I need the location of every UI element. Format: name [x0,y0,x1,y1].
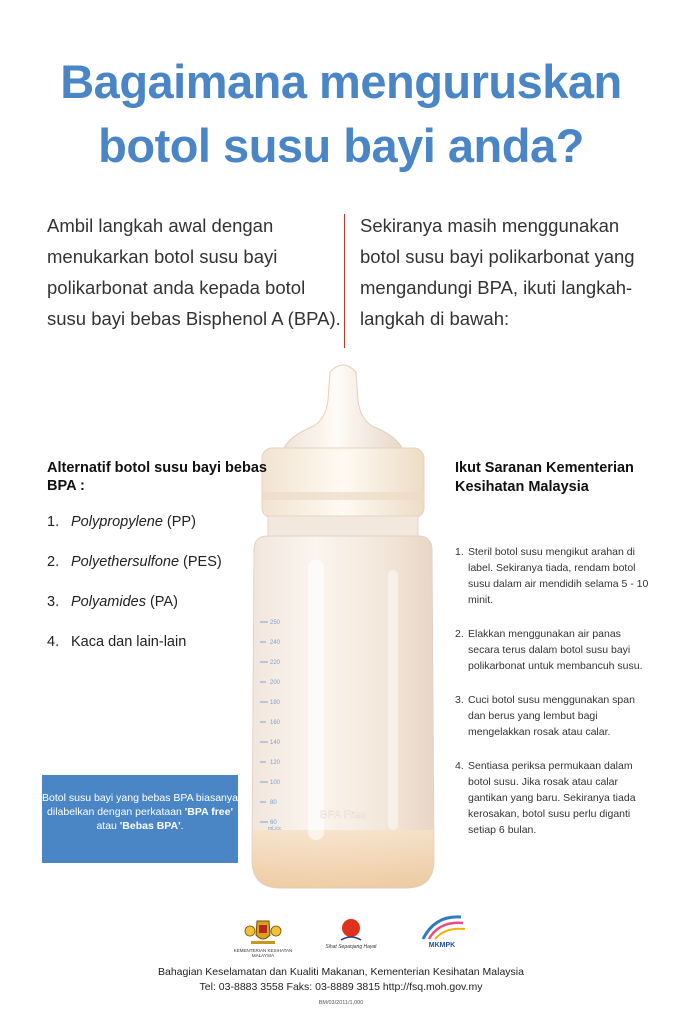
scale-label: 220 [270,660,281,666]
collar-ring [262,448,424,518]
footer-code: BM/03/2011/1,000 [318,1000,364,1006]
bpa-free-note-box: Botol susu bayi yang bebas BPA biasanya dilabelkan dengan perkataan 'BPA free' atau 'Bebas BPA'. [42,775,238,863]
swoosh-icon [417,913,467,941]
scale-label: 80 [270,800,277,806]
logo-strip [0,913,682,963]
sun-icon [336,917,366,943]
mkmpk-logo: MKMPK [412,913,472,949]
campaign-logo: Sihat Sepanjang Hayat [318,917,384,950]
ministry-logo: KEMENTERIAN KESIHATAN MALAYSIA [228,917,298,958]
scale-label: 200 [270,680,281,686]
advice-heading: Ikut Saranan Kementerian Kesihatan Malaysia [455,460,634,495]
page-title [0,50,682,178]
scale-label: 60 [270,820,277,826]
coat-of-arms-icon [243,917,283,947]
scale-label: 100 [270,780,281,786]
milk-fill [252,830,434,888]
footer-contact: Tel: 03-8883 3558 Faks: 03-8889 3815 http://fsq.moh.gov.my [199,981,483,993]
alternatives-heading: Alternatif botol susu bayi bebas BPA : [47,460,267,494]
list-item: 3. Cuci botol susu menggunakan span dan berus yang lembut bagi mengelakkan rosak atau calar. [455,694,635,738]
teat-shape [282,365,404,452]
scale-label: 180 [270,700,281,706]
title-line-1: Bagaimana menguruskan [60,55,622,108]
advice-steps [455,544,655,838]
list-item: 1. Polypropylene (PP) [47,514,196,530]
scale-label: 120 [270,760,281,766]
footer-department: Bahagian Keselamatan dan Kualiti Makanan, Kementerian Kesihatan Malaysia [158,966,524,978]
baby-bottle-illustration [238,360,448,900]
intro-right-text: Sekiranya masih menggunakan botol susu bayi polikarbonat yang mengandungi BPA, ikuti langkah-langkah di bawah: [360,215,635,329]
title-line-2: botol susu bayi anda? [98,119,584,172]
list-item: 1. Steril botol susu mengikut arahan di label. Sekiranya tiada, rendam botol susu dalam air mendidih selama 5 - 10 minit. [455,546,649,606]
list-item: 4. Sentiasa periksa permukaan dalam botol susu. Jika rosak atau calar gantikan yang baru. Sekiranya tiada kerosakan, botol susu perlu diganti setiap 6 bulan. [455,760,636,836]
scale-unit: mL/cc [268,826,282,832]
scale-label: 240 [270,640,281,646]
list-item: 3. Polyamides (PA) [47,594,178,610]
alternatives-list [47,514,222,674]
list-item: 2. Elakkan menggunakan air panas secara terus dalam botol susu bayi polikarbonat untuk membancuh susu. [455,628,643,672]
intro-left-text: Ambil langkah awal dengan menukarkan botol susu bayi polikarbonat anda kepada botol susu bayi bebas Bisphenol A (BPA). [47,215,341,329]
bpa-free-label: BPA Free [320,809,367,821]
scale-label: 250 [270,620,281,626]
list-item: 4. Kaca dan lain-lain [47,634,187,650]
divider-line [344,214,345,348]
list-item: 2. Polyethersulfone (PES) [47,554,222,570]
scale-label: 160 [270,720,281,726]
scale-label: 140 [270,740,281,746]
